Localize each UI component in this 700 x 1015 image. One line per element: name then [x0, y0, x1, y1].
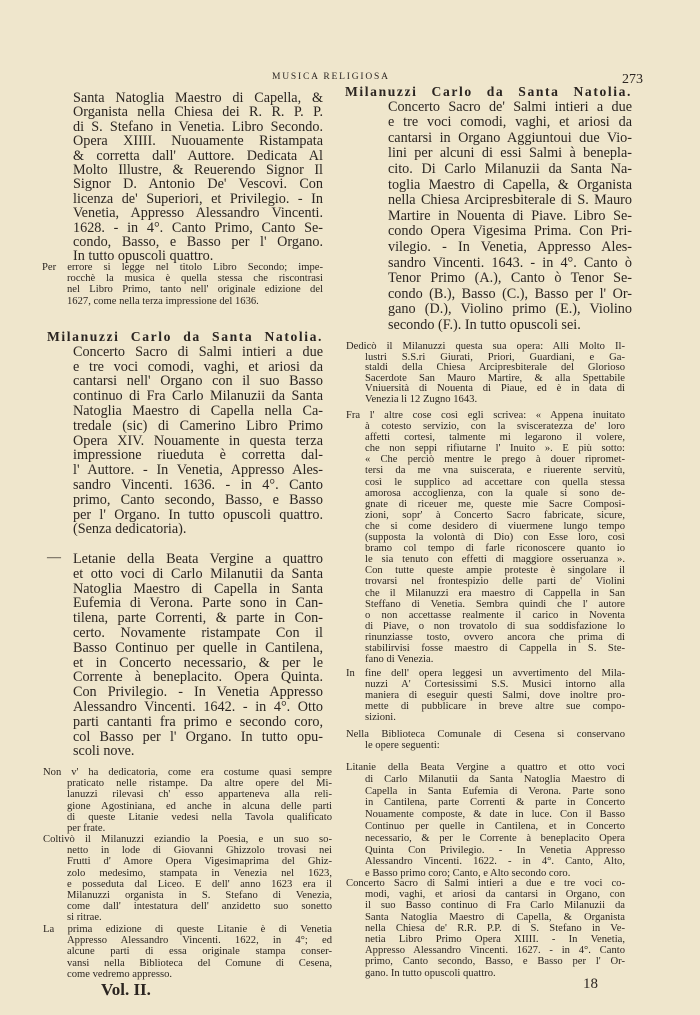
- text-line: col Basso per l' Organo. In tutto opu-: [73, 728, 323, 745]
- text-line: tredale (sic) di Camerino Libro Primo: [73, 417, 323, 434]
- text-line: che si come desidero di viuermene lungo tempo: [365, 520, 625, 532]
- text-line: La prima edizione di queste Litanie è di Venetia: [43, 924, 332, 935]
- text-line: netto in lode di Giovanni Ghizzolo trovasi nei: [67, 845, 332, 857]
- text-line: come dall' intestatura dell' anzidetto suo sonetto: [67, 901, 332, 913]
- text-line: 1628. - in 4°. Canto Primo, Canto Se-: [73, 219, 323, 236]
- text-line: Natoglia Maestro di Capella nella Ca-: [73, 402, 323, 419]
- text-line: impressione riueduta è corretta dal-: [73, 447, 323, 464]
- text-line: Litanie della Beata Vergine a quattro et otto voci: [346, 762, 625, 773]
- text-line: bramo col tempo di farle riconoscere quanto io: [365, 543, 625, 555]
- text-line: Signor D. Antonio De' Vescovi. Con: [73, 176, 323, 193]
- text-line: Alessandro Vincenti. 1642. - in 4°. Otto: [73, 698, 323, 715]
- text-line: Concerto Sacro di Salmi intieri a due e tre voci co-: [346, 878, 625, 889]
- text-line: Non v' ha dedicatoria, come era costume quasi sempre: [43, 767, 332, 778]
- ditto-dash: —: [47, 550, 61, 565]
- text-line: le sia tenuto con effetti di maggiore osseruanza ».: [365, 554, 625, 566]
- cesena-litanie: [346, 762, 625, 880]
- text-line: gano. In tutto opuscoli quattro.: [365, 967, 496, 979]
- text-line: di Carlo Milanutii da Santa Natoglia Maestro di: [365, 773, 625, 785]
- text-line: il suo Basso continuo di Fra Carlo Milanuzii da: [365, 900, 625, 912]
- text-line: lustri S.S.ri Giurati, Priori, Guardiani, e Ga-: [365, 351, 625, 363]
- text-line: Nouamente composte, & date in luce. Con il Basso: [365, 809, 625, 821]
- text-line: Martire in Nouenta di Piave. Libro Se-: [388, 207, 632, 224]
- text-line: nel Libro Primo, tanto nell' originale edizione del: [67, 284, 323, 296]
- text-line: Frutti d' Amore Opera Vigesimaprima del Ghiz-: [67, 856, 332, 868]
- text-line: di queste Litanie vedesi nella Tavola qualificato: [67, 811, 332, 823]
- text-line: gnate di riceuer me, queste mie Sacre Composi-: [365, 498, 625, 510]
- text-line: o non accettasse realmente il carico in Noventa: [365, 609, 625, 621]
- cesena-concerto: [346, 878, 625, 979]
- note-libro-secondo: [42, 262, 323, 307]
- text-line: Sacerdote San Mauro Martire, & alla Spettabile: [365, 372, 625, 384]
- note-prima-edizione: [43, 924, 332, 980]
- text-line: Dedicò il Milanuzzi questa sua opera: Alli Molto Il-: [346, 341, 625, 352]
- text-line: Santa Natoglia Maestro di Capella, &: [73, 90, 323, 106]
- text-line: stabilirvisi fosse maestro di Cappella in S. Ste-: [365, 642, 625, 654]
- text-line: così le supplico ad accettare con quella stessa: [365, 476, 625, 488]
- volume-label: Vol. II.: [101, 980, 151, 999]
- text-line: sandro Vincenti. 1643. - in 4°. Canto ò: [388, 254, 632, 271]
- text-line: primo, Canto secondo, Basso, e Basso per l' Or-: [365, 956, 625, 968]
- text-line: come vedremo appresso.: [67, 968, 173, 980]
- text-line: Fra l' altre cose così egli scrivea: « Appena inuitato: [346, 410, 625, 421]
- text-line: che non seppi rifiutarne l' Inuito ». E più sotto:: [365, 443, 625, 455]
- text-line: si ritrae.: [67, 912, 102, 924]
- text-line: condo Opera Vigesima Prima. Con Pri-: [388, 223, 632, 240]
- text-line: Appresso Alessandro Vincenti. 1622, in 4°; ed: [67, 935, 332, 947]
- text-line: vansi nella Biblioteca del Comune di Cesena,: [67, 957, 332, 969]
- text-line: necessario, & per le Corrente à beneplacito Opera: [365, 832, 625, 844]
- text-line: toglia Maestro di Capella, & Organista: [388, 176, 632, 193]
- text-line: zolo medesimo, stampata in Venezia nel 1623,: [67, 867, 332, 879]
- text-line: Opera XIIII. Nuouamente Ristampata: [73, 133, 323, 150]
- text-line: Concerto Sacro de' Salmi intieri a due: [388, 98, 632, 115]
- text-line: tilena, parte Correnti, & parte in Con-: [73, 610, 323, 627]
- text-line: et in Concerto necessario, & per le: [73, 654, 323, 671]
- text-line: nuzzi A' Cortesissimi S.S. Musici intorno alla: [365, 679, 625, 691]
- text-line: (Senza dedicatoria).: [73, 521, 187, 538]
- text-line: e posseduta dal Liceo. E dell' anno 1623 era il: [67, 878, 332, 890]
- text-line: Steffano di Venetia. Sembra quindi che l' autore: [365, 598, 625, 610]
- text-line: lanuzzi rilevasi ch' esso apparteneva alla reli-: [67, 789, 332, 801]
- text-line: staldi della Chiesa Arcipresbiterale del Glorioso: [365, 362, 625, 374]
- text-line: Con Privilegio. - In Venetia Appresso: [73, 684, 323, 701]
- entry-milanuzzi-1636: [47, 329, 323, 538]
- text-line: amorosa accoglienza, con la quale si sono de-: [365, 487, 625, 499]
- text-line: modi, vaghi, et ariosi da cantarsi in Organo, con: [365, 889, 625, 901]
- text-line: praticato nelle ristampe. Da altre opere del Mi-: [67, 778, 332, 790]
- text-line: continuo di Fra Carlo Milanuzii da Santa: [73, 388, 323, 405]
- text-line: Natoglia Maestro di Capella in Santa: [73, 580, 323, 597]
- text-line: nella Chiesa Arcipresbiterale di S. Mauro: [388, 192, 632, 209]
- text-line: In tutto opuscoli quattro.: [73, 248, 214, 265]
- text-line: à cotesto servizio, con la svisceratezza de' loro: [365, 421, 625, 433]
- text-line: cantarsi in Organo Aggiuntoui due Vio-: [388, 129, 632, 146]
- text-line: trovarsi nel frontespizio delle parti de' Violini: [365, 576, 625, 588]
- text-line: Tenor Primo (A.), Canto ò Tenor Se-: [388, 270, 632, 287]
- entry-heading: Milanuzzi Carlo da Santa Natolia.: [345, 84, 632, 99]
- page-number: 273: [622, 72, 643, 87]
- text-line: fano di Venezia.: [365, 654, 434, 666]
- text-line: Organista nella Chiesa dei R. R. P. P.: [73, 104, 323, 121]
- note-cesena: [346, 729, 625, 752]
- text-line: l' Auttore. - In Venetia, Appresso Ales-: [73, 462, 323, 479]
- text-line: secondo (F.). In tutto opuscoli sei.: [388, 316, 581, 333]
- running-title: MUSICA RELIGIOSA: [272, 72, 390, 82]
- text-line: primo, Canto secondo, Basso, e Basso: [73, 491, 323, 508]
- text-line: Vniuersità di Nouenta di Piaue, ed è in data di: [365, 383, 625, 395]
- text-line: cantarsi nell' Organo con il suo Basso: [73, 373, 323, 390]
- text-line: gione Agostiniana, ed anche in alcuna delle parti: [67, 800, 332, 812]
- text-line: sandro Vincenti. 1636. - in 4°. Canto: [73, 476, 323, 493]
- text-line: e tre voci comodi, vaghi, et ariosi da: [73, 358, 323, 375]
- text-line: et otto voci di Carlo Milanutii da Santa: [73, 565, 323, 582]
- text-line: gano (D.), Violino primo (E.), Violino: [388, 301, 632, 318]
- text-line: zioni, sopr' à Concerto Sacro fabricate, sicure,: [365, 509, 625, 521]
- note-dedicatoria: [43, 767, 332, 835]
- text-line: per l' Organo. In tutto opuscoli quattro.: [73, 506, 323, 523]
- note-dedica: [346, 341, 625, 406]
- text-line: che il Milanuzzi era maestro di Cappella in San: [365, 587, 625, 599]
- text-line: Milanuzzi organista in S. Stefano di Venezia,: [67, 890, 332, 902]
- note-avvertimento: [346, 668, 625, 724]
- text-line: Alessandro Vincenti. 1622. - in 4°. Canto, Alto,: [365, 856, 625, 868]
- note-scrivea: [346, 410, 625, 666]
- text-line: Nella Biblioteca Comunale di Cesena si conservano: [346, 729, 625, 740]
- text-line: Molto Illustre, & Reuerendo Signor Il: [73, 162, 323, 179]
- text-line: mette di pubblicare in breve altre sue compo-: [365, 701, 625, 713]
- text-line: rinunziasse tosto, ovvero ancora che prima di: [365, 631, 625, 643]
- note-poesia: [43, 834, 332, 924]
- text-line: condo (B.), Basso (C.), Basso per l' Or-: [388, 285, 632, 302]
- text-line: per frate.: [67, 823, 106, 835]
- text-line: Venezia li 12 Zugno 1643.: [365, 393, 478, 405]
- text-line: Appresso Alessandro Vincenti. 1627. - in 4°. Canto: [365, 945, 625, 957]
- text-line: (supposta la volontà di Dio) con Esse loro, così: [365, 532, 625, 544]
- text-line: sizioni.: [365, 712, 396, 724]
- text-line: Quinta Con Privilegio. - In Venetia Appresso: [365, 844, 625, 856]
- entry-heading: Milanuzzi Carlo da Santa Natolia.: [47, 329, 323, 344]
- text-line: rocchè la musica è quella stessa che riscontrasi: [67, 273, 323, 285]
- text-line: Eufemia di Verona. Parte sono in Can-: [73, 595, 323, 612]
- text-line: in Cantilena, parte Correnti & parte in Concerto: [365, 797, 625, 809]
- text-line: Coltivò il Milanuzzi eziandio la Poesia, e un suo so-: [43, 834, 332, 845]
- text-line: Per errore si legge nel titolo Libro Secondo; impe-: [42, 262, 323, 273]
- signature-mark: 18: [583, 976, 598, 992]
- text-line: parti cantanti fra primo e secondo coro,: [73, 713, 323, 730]
- text-line: Con tutte queste ampie proteste è singolare il: [365, 565, 625, 577]
- text-line: alcune parti di essa originale stampa conser-: [67, 946, 332, 958]
- entry-milanuzzi-1643: [345, 84, 632, 334]
- text-line: Concerto Sacro di Salmi intieri a due: [73, 343, 323, 360]
- text-line: & corretta dall' Auttore. Dedicata Al: [73, 147, 323, 164]
- text-line: Opera XIV. Nouamente in questa terza: [73, 432, 323, 449]
- text-line: e Basso primo coro; Canto, e Alto secondo coro.: [365, 868, 571, 880]
- text-line: Capella in Santa Eufemia di Verona. Parte sono: [365, 785, 625, 797]
- entry-letanie-1642: [73, 552, 323, 759]
- text-line: tersi da me vna suiscerata, e riuerente servitù,: [365, 465, 625, 477]
- text-line: 1627, come nella terza impressione del 1636.: [67, 295, 259, 307]
- text-line: condo, Basso, e Basso per l' Organo.: [73, 234, 323, 251]
- text-line: le opere seguenti:: [365, 740, 440, 752]
- text-line: « Che perciò mentre le prego à douer ripromet-: [365, 454, 625, 466]
- text-line: licenza de' Superiori, et Privilegio. - In: [73, 190, 323, 207]
- text-line: lini per alcuni di essi Salmi à benepla-: [388, 145, 632, 162]
- text-line: maniera di eseguir questi Salmi, dove inoltre pro-: [365, 690, 625, 702]
- text-line: Continuo per quelle in Cantilena, et in Concerto: [365, 820, 625, 832]
- text-line: cito. Di Carlo Milanuzii da Santa Na-: [388, 160, 632, 177]
- text-line: affetti cortesi, talmente mi legarono il volere,: [365, 432, 625, 444]
- text-line: netia Libro Primo Opera XIIII. - In Venetia,: [365, 934, 625, 946]
- text-line: di Piave, o non trovatolo di sua soddisfazione lo: [365, 620, 625, 632]
- text-line: Corrente à beneplacito. Opera Quinta.: [73, 669, 323, 686]
- text-line: scoli nove.: [73, 743, 135, 760]
- text-line: di S. Stefano in Venetia. Libro Secondo.: [73, 118, 323, 135]
- text-line: Santa Natoglia Maestro di Capella, & Organista: [365, 911, 625, 923]
- text-line: e tre voci comodi, vaghi, et ariosi da: [388, 114, 632, 131]
- text-line: Letanie della Beata Vergine a quattro: [73, 551, 323, 567]
- entry-continuation: [73, 91, 323, 264]
- text-line: vilegio. - In Venetia, Appresso Ales-: [388, 238, 632, 255]
- text-line: Venetia, Appresso Alessandro Vincenti.: [73, 205, 323, 222]
- text-line: In fine dell' opera leggesi un avvertimento del Mila-: [346, 668, 625, 679]
- text-line: Basso Continuo per quelle in Cantilena,: [73, 639, 323, 656]
- text-line: nella Chiesa de' R.R. P.P. di S. Stefano in Ve-: [365, 922, 625, 934]
- text-line: certo. Novamente ristampate Con il: [73, 624, 323, 641]
